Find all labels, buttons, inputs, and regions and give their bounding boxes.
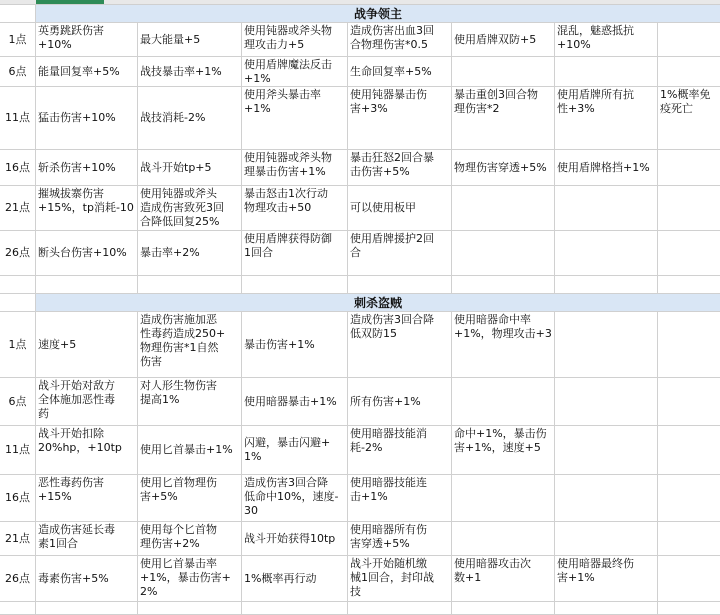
skill-cell[interactable] (658, 378, 720, 426)
skill-cell[interactable]: 使用盾牌获得防御 1回合 (242, 231, 348, 276)
skill-cell[interactable] (658, 426, 720, 475)
skill-cell[interactable]: 战技消耗-2% (138, 87, 242, 150)
skill-cell[interactable] (555, 522, 658, 556)
skill-cell[interactable]: 1%概率再行动 (242, 556, 348, 602)
empty-cell[interactable] (0, 602, 36, 615)
skill-cell[interactable] (658, 231, 720, 276)
skill-cell[interactable] (452, 522, 555, 556)
skill-cell[interactable]: 战技暴击率+1% (138, 57, 242, 87)
blank-cell[interactable] (0, 294, 36, 312)
skill-cell[interactable]: 使用匕首物理伤 害+5% (138, 475, 242, 522)
skill-cell[interactable]: 造成伤害延长毒 素1回合 (36, 522, 138, 556)
row-level-label[interactable]: 6点 (0, 378, 36, 426)
skill-cell[interactable]: 战斗开始对敌方 全体施加恶性毒 药 (36, 378, 138, 426)
skill-cell[interactable]: 暴击重创3回合物 理伤害*2 (452, 87, 555, 150)
skill-cell[interactable]: 闪避，暴击闪避+1% (242, 426, 348, 475)
skill-cell[interactable]: 使用匕首暴击+1% (138, 426, 242, 475)
skill-cell[interactable]: 使用暗器所有伤 害穿透+5% (348, 522, 452, 556)
skill-cell[interactable]: 使用暗器暴击+1% (242, 378, 348, 426)
skill-cell[interactable]: 暴击率+2% (138, 231, 242, 276)
blank-cell[interactable] (0, 5, 36, 23)
skill-cell[interactable]: 战斗开始随机缴 械1回合，封印战 技 (348, 556, 452, 602)
skill-cell[interactable] (658, 312, 720, 378)
skill-cell[interactable]: 毒素伤害+5% (36, 556, 138, 602)
skill-cell[interactable] (658, 23, 720, 57)
skill-cell[interactable] (452, 57, 555, 87)
empty-cell[interactable] (555, 602, 658, 615)
row-level-label[interactable]: 16点 (0, 150, 36, 186)
skill-cell[interactable]: 能量回复率+5% (36, 57, 138, 87)
empty-cell[interactable] (36, 602, 138, 615)
skill-cell[interactable] (555, 231, 658, 276)
skill-cell[interactable]: 斩杀伤害+10% (36, 150, 138, 186)
skill-cell[interactable] (555, 57, 658, 87)
skill-cell[interactable]: 命中+1%，暴击伤 害+1%，速度+5 (452, 426, 555, 475)
skill-cell[interactable]: 战斗开始获得10tp (242, 522, 348, 556)
empty-cell[interactable] (242, 602, 348, 615)
row-level-label[interactable]: 21点 (0, 186, 36, 231)
skill-cell[interactable]: 造成伤害出血3回 合物理伤害*0.5 (348, 23, 452, 57)
skill-cell[interactable]: 使用盾牌格挡+1% (555, 150, 658, 186)
skill-cell[interactable] (452, 231, 555, 276)
skill-cell[interactable] (658, 475, 720, 522)
skill-cell[interactable]: 使用暗器攻击次 数+1 (452, 556, 555, 602)
skill-cell[interactable] (555, 426, 658, 475)
skill-cell[interactable]: 使用钝器或斧头 造成伤害致死3回 合降低回复25% (138, 186, 242, 231)
skill-cell[interactable]: 可以使用板甲 (348, 186, 452, 231)
skill-cell[interactable]: 使用暗器技能消 耗-2% (348, 426, 452, 475)
skill-cell[interactable]: 使用钝器或斧头物 理攻击力+5 (242, 23, 348, 57)
skill-cell[interactable] (658, 556, 720, 602)
skill-cell[interactable]: 1%概率免 疫死亡 (658, 87, 720, 150)
empty-cell[interactable] (242, 276, 348, 294)
skill-cell[interactable]: 使用暗器最终伤 害+1% (555, 556, 658, 602)
empty-cell[interactable] (138, 602, 242, 615)
skill-cell[interactable]: 最大能量+5 (138, 23, 242, 57)
row-level-label[interactable]: 16点 (0, 475, 36, 522)
skill-cell[interactable]: 战斗开始扣除 20%hp，+10tp (36, 426, 138, 475)
row-level-label[interactable]: 11点 (0, 87, 36, 150)
empty-cell[interactable] (348, 602, 452, 615)
skill-cell[interactable]: 使用暗器命中率 +1%，物理攻击+3 (452, 312, 555, 378)
skill-cell[interactable] (658, 57, 720, 87)
skill-cell[interactable] (658, 186, 720, 231)
skill-cell[interactable]: 物理伤害穿透+5% (452, 150, 555, 186)
skill-cell[interactable]: 使用盾牌魔法反击 +1% (242, 57, 348, 87)
skill-cell[interactable] (658, 150, 720, 186)
row-level-label[interactable]: 1点 (0, 23, 36, 57)
empty-cell[interactable] (555, 276, 658, 294)
skill-cell[interactable] (555, 378, 658, 426)
skill-cell[interactable]: 使用盾牌所有抗 性+3% (555, 87, 658, 150)
skill-cell[interactable] (452, 475, 555, 522)
row-level-label[interactable]: 26点 (0, 556, 36, 602)
empty-cell[interactable] (452, 602, 555, 615)
skill-cell[interactable] (658, 522, 720, 556)
skill-cell[interactable]: 暴击伤害+1% (242, 312, 348, 378)
row-level-label[interactable]: 11点 (0, 426, 36, 475)
skill-cell[interactable]: 使用斧头暴击率 +1% (242, 87, 348, 150)
selected-column-indicator (36, 0, 104, 4)
empty-cell[interactable] (658, 602, 720, 615)
skill-cell[interactable]: 造成伤害施加恶 性毒药造成250+ 物理伤害*1自然 伤害 (138, 312, 242, 378)
skill-cell[interactable]: 对人形生物伤害 提高1% (138, 378, 242, 426)
empty-cell[interactable] (138, 276, 242, 294)
section-header[interactable]: 刺杀盗贼 (36, 294, 720, 312)
row-level-label[interactable]: 1点 (0, 312, 36, 378)
skill-cell[interactable]: 暴击狂怒2回合暴 击伤害+5% (348, 150, 452, 186)
skill-cell[interactable]: 使用匕首暴击率 +1%，暴击伤害+2% (138, 556, 242, 602)
skill-cell[interactable]: 断头台伤害+10% (36, 231, 138, 276)
skill-cell[interactable]: 战斗开始tp+5 (138, 150, 242, 186)
skill-cell[interactable]: 生命回复率+5% (348, 57, 452, 87)
skill-cell[interactable]: 造成伤害3回合降 低双防15 (348, 312, 452, 378)
skill-cell[interactable]: 所有伤害+1% (348, 378, 452, 426)
empty-cell[interactable] (452, 276, 555, 294)
skill-cell[interactable]: 速度+5 (36, 312, 138, 378)
skill-cell[interactable]: 使用每个匕首物 理伤害+2% (138, 522, 242, 556)
empty-cell[interactable] (658, 276, 720, 294)
empty-cell[interactable] (0, 276, 36, 294)
skill-cell[interactable]: 使用盾牌双防+5 (452, 23, 555, 57)
skill-cell[interactable]: 猛击伤害+10% (36, 87, 138, 150)
skill-cell[interactable] (452, 378, 555, 426)
section-header[interactable]: 战争领主 (36, 5, 720, 23)
empty-cell[interactable] (348, 276, 452, 294)
skill-cell[interactable] (452, 186, 555, 231)
skill-cell[interactable]: 英勇跳跃伤害 +10% (36, 23, 138, 57)
skill-cell[interactable]: 使用盾牌援护2回 合 (348, 231, 452, 276)
skill-cell[interactable]: 恶性毒药伤害 +15% (36, 475, 138, 522)
skill-cell[interactable]: 使用暗器技能连 击+1% (348, 475, 452, 522)
empty-cell[interactable] (36, 276, 138, 294)
skill-cell[interactable]: 使用钝器暴击伤 害+3% (348, 87, 452, 150)
skill-cell[interactable] (555, 186, 658, 231)
skill-cell[interactable]: 暴击怒击1次行动 物理攻击+50 (242, 186, 348, 231)
skill-cell[interactable]: 混乱，魅惑抵抗 +10% (555, 23, 658, 57)
skill-cell[interactable]: 摧城拔寨伤害 +15%，tp消耗-10 (36, 186, 138, 231)
skill-cell[interactable]: 造成伤害3回合降 低命中10%，速度- 30 (242, 475, 348, 522)
skill-cell[interactable]: 使用钝器或斧头物 理暴击伤害+1% (242, 150, 348, 186)
row-level-label[interactable]: 26点 (0, 231, 36, 276)
skill-cell[interactable] (555, 312, 658, 378)
row-level-label[interactable]: 6点 (0, 57, 36, 87)
skill-cell[interactable] (555, 475, 658, 522)
row-level-label[interactable]: 21点 (0, 522, 36, 556)
